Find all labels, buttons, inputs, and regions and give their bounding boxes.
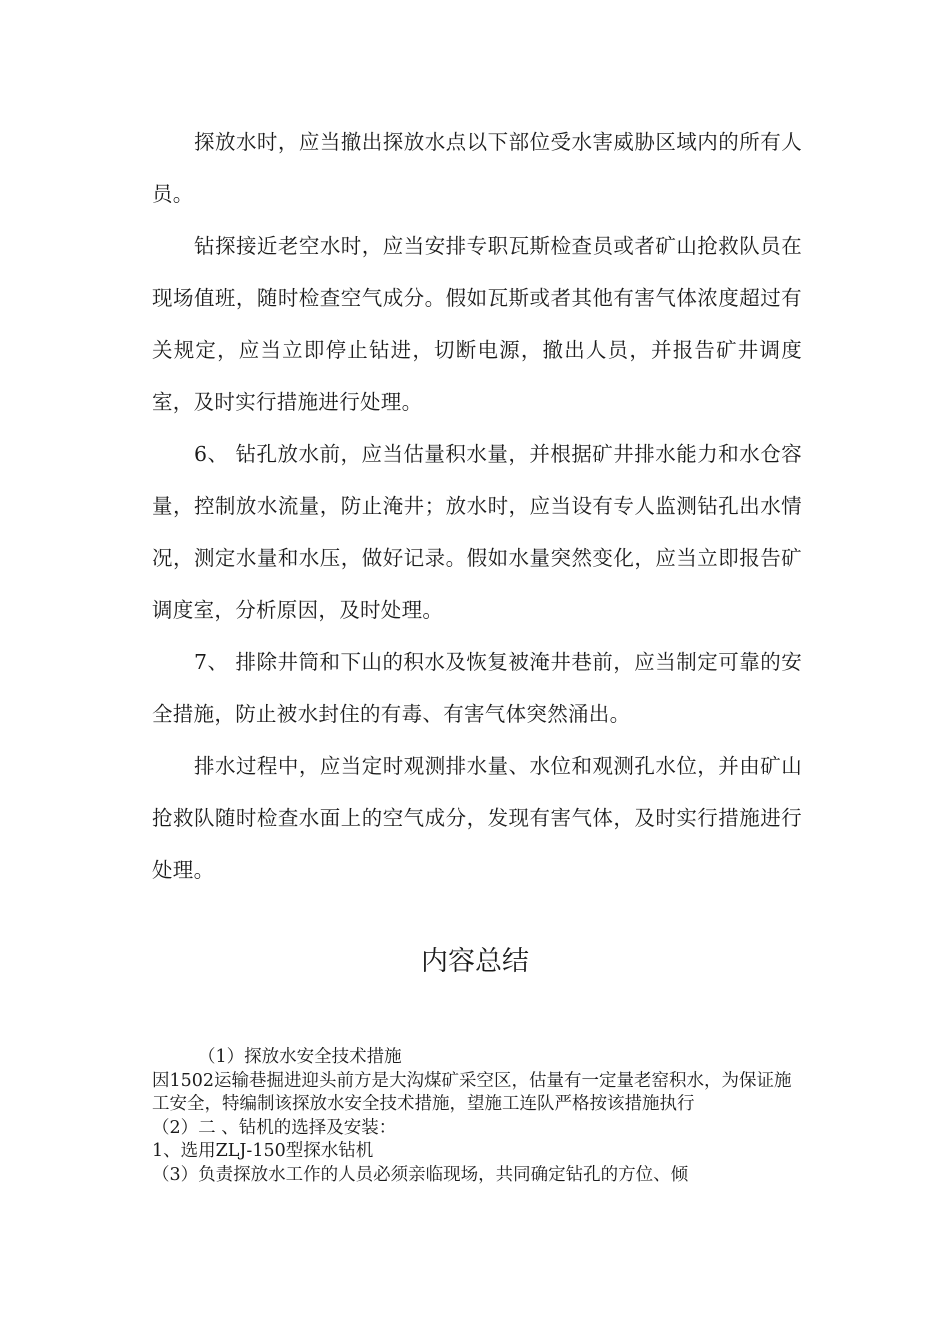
paragraph-drainage: 排水过程中，应当定时观测排水量、水位和观测孔水位，并由矿山抢救队随时检查水面上的空气成分，发现有害气体，及时实行措施进行处理。	[152, 754, 802, 882]
summary-line-3: （2）二 、钻机的选择及安装：	[152, 1117, 397, 1138]
paragraph-evacuation: 探放水时，应当撤出探放水点以下部位受水害威胁区域内的所有人员。	[152, 130, 802, 206]
summary-line-4: 1、选用ZLJ-150型探水钻机	[152, 1141, 374, 1161]
summary-title: 内容总结	[421, 946, 529, 977]
paragraph-item-7: 7、 排除井筒和下山的积水及恢复被淹井巷前，应当制定可靠的安全措施，防止被水封住的有毒、有害气体突然涌出。	[152, 650, 802, 726]
summary-line-2: 因1502运输巷掘进迎头前方是大沟煤矿采空区，估量有一定量老窑积水，为保证施工安全，特编制该探放水安全技术措施，望施工连队严格按该措施执行	[152, 1070, 792, 1114]
summary-line-1: （1）探放水安全技术措施	[198, 1047, 402, 1067]
summary-section	[152, 1046, 802, 1187]
summary-line-5: （3）负责探放水工作的人员必须亲临现场，共同确定钻孔的方位、倾	[152, 1164, 689, 1185]
paragraph-gas-inspection: 钻探接近老空水时，应当安排专职瓦斯检查员或者矿山抢救队员在现场值班，随时检查空气成分。假如瓦斯或者其他有害气体浓度超过有关规定，应当立即停止钻进，切断电源，撤出人员，并报告矿井调度室，及时实行措施进行处理。	[152, 234, 802, 414]
body-text	[152, 116, 802, 896]
paragraph-item-6: 6、 钻孔放水前，应当估量积水量，并根据矿井排水能力和水仓容量，控制放水流量，防止淹井；放水时，应当设有专人监测钻孔出水情况，测定水量和水压，做好记录。假如水量突然变化，应当立即报告矿调度室，分析原因，及时处理。	[152, 442, 802, 622]
